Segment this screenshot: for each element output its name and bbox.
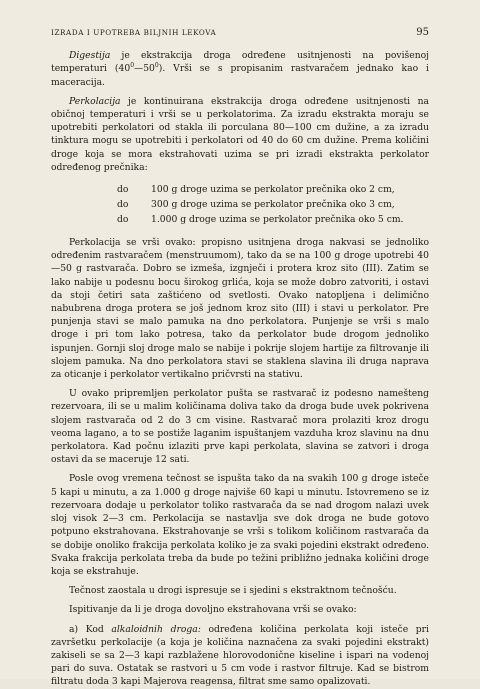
paragraph-digestija: Digestija je ekstrakcija droga određene usitnjenosti na povišenoj temperaturi $(40^0—50^0)$. Vrši se s propisanim rastvaračem jednako kao i maceracija.	[51, 50, 429, 88]
paragraph-procedure: Perkolacija se vrši ovako: propisno usitnjena droga nakvasi se jednoliko određenim rastvaračem (menstruumom), tako da se na 100 g droge upotrebi 40—50 g rastvarača. Dobro se izmeša, izgnječi i protera kroz sito (III). Zatim se lako nabije u podesnu bocu širokog grlića, koja se može dobro zatvoriti, i ostavi da stoji četiri sata zaštićeno od svetlosti. Ovako natopljena i delimično nabubrena droga protera se još jednom kroz sito (III) i stavi u perkolator. Pre punjenja stavi se malo pamuka na dno perkolatora. Punjenje se vrši s malo droge i pri tom lako potresa, tako da perkolator bude drogom jednoliko ispunjen. Gornji sloj droge malo se nabije i pokrije slojem hartije za filtrovanje ili slojem pamuka. Na dno perkolatora stavi se staklena slavina ili druga naprava za oticanje i perkolator vertikalno pričvrsti na stativu.	[51, 237, 429, 381]
running-title: IZRADA I UPOTREBA BILJNIH LEKOVA	[51, 28, 217, 37]
paragraph-dripping: Posle ovog vremena tečnost se ispušta tako da na svakih 100 g droge isteče 5 kapi u minutu, a za 1.000 g droge najviše 60 kapi u minutu. Istovremeno se iz rezervoara dodaje u perkolator toliko rastvarača da se nad drogom nalazi uvek sloj visok 2—3 cm. Perkolacija se nastavlja sve dok droga ne bude gotovo potpuno ekstrahovana. Ekstrahovanje se vrši s tolikom količinom rastvarača da se dobije onoliko frakcija perkolata koliko je za svaki pojedini ekstrakt određeno. Svaka frakcija perkolata treba da bude po težini približno jednaka količini droge koja se ekstrahuje.	[51, 473, 429, 577]
list-item: do 1.000 g droge uzima se perkolator prečnika oko 5 cm.	[117, 214, 404, 226]
page-number: 95	[416, 27, 429, 38]
term-alkaloidnih: alkaloidnih droga:	[111, 623, 201, 635]
term-perkolacija: Perkolacija	[69, 95, 121, 107]
paragraph-pressing: Tečnost zaostala u drogi ispresuje se i sjedini s ekstraktnom tečnošću.	[69, 585, 397, 597]
paragraph-perkolacija: Perkolacija je kontinuirana ekstrakcija droga određene usitnjenosti na običnoj temperaturi i vrši se u perkolatorima. Za izradu ekstrakta moraju se upotrebiti perkolatori od stakla ili porculana 80—100 cm dužine, a za izradu tinktura mogu se upotrebiti i perkolatori od 40 do 60 cm dužine. Prema količini droge koja se mora ekstrahovati uzima se pri izradi ekstrakta perkolator određenog prečnika:	[51, 95, 429, 173]
term-digestija: Digestija	[69, 50, 111, 62]
page-header	[51, 26, 429, 39]
diameter-list	[117, 182, 429, 227]
paragraph-reservoir: U ovako pripremljen perkolator pušta se rastvarač iz podesno namešteng rezervoara, ili se u malim količinama doliva tako da droga bude uvek pokrivena slojem rastvarača od 2 do 3 cm visine. Rastvarač mora prolaziti kroz drogu veoma lagano, a to se postiže laganim ispuštanjem vazduha kroz slavinu na dnu perkolatora. Kad počnu izlaziti prve kapi perkolata, slavina se zatvori i droga ostavi da se maceruje 12 sati.	[51, 388, 429, 466]
paragraph-alkaloid: a) Kod alkaloidnih droga: određena količina perkolata koji isteče pri završetku perkolacije (a koja je količina naznačena za svaki pojedini ekstrakt) zakiseli se sa 2—3 kapi razblažene hlorovodonične kiseline i ispari na vodenoj pari do suva. Ostatak se rastvori u 5 cm vode i rastvor filtruje. Kad se bistrom filtratu doda 3 kapi Majerova reagensa, filtrat sme samo opalizovati.	[51, 623, 429, 688]
paragraph-testing: Ispitivanje da li je droga dovoljno ekstrahovana vrši se ovako:	[69, 604, 357, 616]
list-item: do 100 g droge uzima se perkolator prečnika oko 2 cm,	[117, 184, 395, 196]
list-item: do 300 g droge uzima se perkolator prečnika oko 3 cm,	[117, 199, 395, 211]
